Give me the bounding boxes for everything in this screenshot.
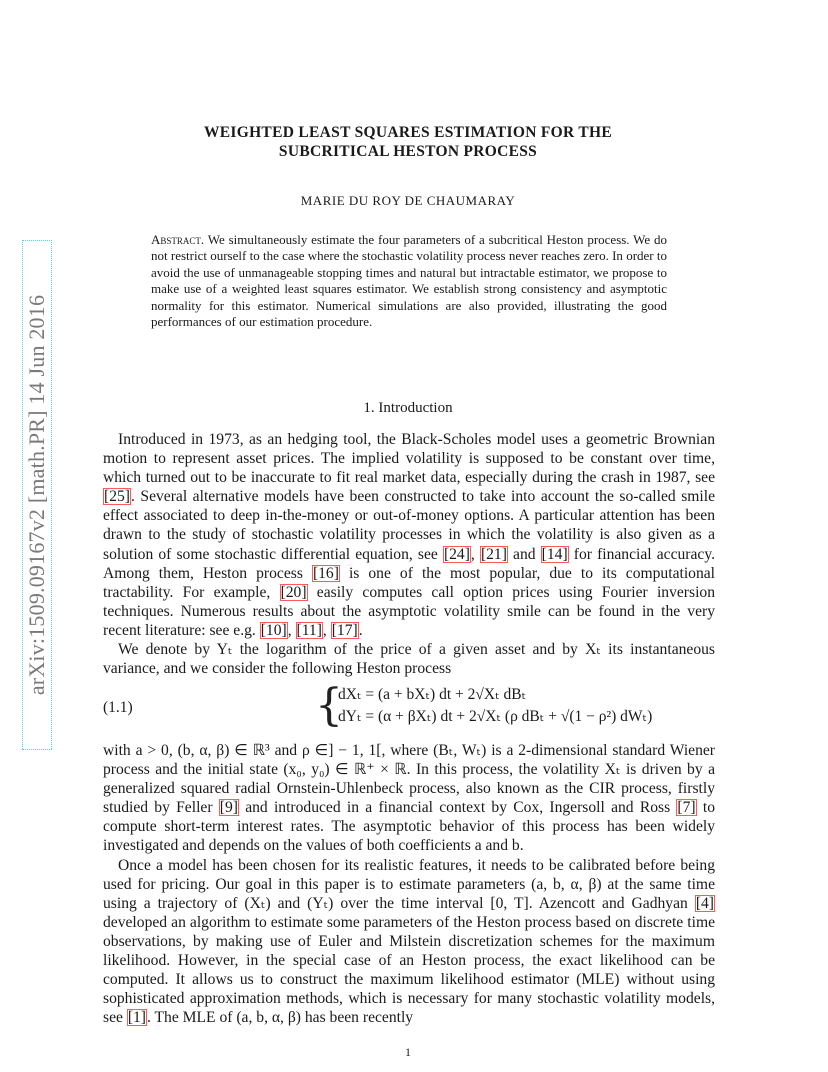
text-run: , [470,545,480,563]
text-run: for financial accuracy. Among them, Heston process [103,545,716,582]
abstract-text: We simultaneously estimate the four parameters of a subcritical Heston process. We do not restrict ourself to the case where the stochastic volatility process never reaches zero. In order to avoid the use of unmanageable stopping times and natural but intractable estimator, we propose to make use of a weighted least squares estimator. We establish strong consistency and asymptotic normality for this estimator. Numerical simulations are also provided, illustrating the good performances of our estimation procedure. [151,232,668,330]
text-run: easily computes call option prices using Fourier inversion techniques. Numerous results about the asymptotic volatility smile can be found in the very recent literature: see e.g. [103,583,715,639]
text-run: Once a model has been chosen for its realistic features, it needs to be calibrated before being used for pricing. Our goal in this paper is to estimate parameters (a, b, α, β) at the same time using a trajectory of (Xₜ) and (Yₜ) over the time interval [0, T]. Azencott and Gadhyan [103,856,715,912]
equation-1-1 [103,680,715,733]
citation-link[interactable]: [9] [219,799,238,817]
citation-link[interactable]: [14] [541,545,568,563]
title-line-1: WEIGHTED LEAST SQUARES ESTIMATION FOR THE [203,124,613,141]
citation-link[interactable]: [7] [677,799,696,817]
text-run: Introduced in 1973, as an hedging tool, the Black-Scholes model uses a geometric Brownian motion to represent asset prices. The implied volatility is supposed to be constant over time, which turned out to be inaccurate to fit real market data, especially during the crash in 1987, see [103,431,715,487]
text-run: to compute short-term interest rates. The asymptotic behavior of this process has been widely investigated and depends on the values of both coefficients a and b. [103,799,715,855]
citation-link[interactable]: [24] [443,545,470,563]
citation-link[interactable]: [4] [695,894,714,912]
abstract-label: Abstract. [151,232,205,247]
title-line-2: SUBCRITICAL HESTON PROCESS [278,143,538,160]
text-run: developed an algorithm to estimate some parameters of the Heston process based on discrete time observations, by making use of Euler and Milstein discretization schemes for the maximum likelihood. However, in the special case of an Heston process, the exact likelihood can be computed. It allows us to construct the maximum likelihood estimator (MLE) without using sophisticated approximation methods, which is necessary for many stochastic volatility models, see [103,913,715,1027]
paragraph-3 [103,741,715,856]
citation-link[interactable]: [25] [104,488,130,506]
citation-link[interactable]: [20] [280,583,307,601]
paragraph-1: Introduced in 1973, as an hedging tool, the Black-Scholes model uses a geometric Brownian motion to represent asset prices. The implied volatility is supposed to be constant over time, which turned out to be inaccurate to fit real market data, especially during the crash in 1987, see [25]. Several alternative models have been constructed to take into account the so-called smile effect associated to deep in-the-money or out-of-money options. A particular attention has been drawn to the study of stochastic volatility processes in which the volatility is also given as a solution of some stochastic differential equation, see [24], [21] and [14] for financial accuracy. Among them, Heston process [16] is one of the most popular, due to its computational tractability. For example, [20] easily computes call option prices using Fourier inversion techniques. Numerous results about the asymptotic volatility smile can be found in the very recent literature: see e.g. [10], [11], [17]. [103,431,716,639]
text-run: . Several alternative models have been constructed to take into account the so-called smile effect associated to deep in-the-money or out-of-money options. A particular attention has been drawn to the study of stochastic volatility processes in which the volatility is also given as a solution of some stochastic differential equation, see [103,488,715,563]
text-run: . The MLE of (a, b, α, β) has been recently [147,1009,414,1027]
paper-title [100,123,716,161]
section-heading [100,400,716,417]
equation-line-1: dXₜ = (a + bXₜ) dt + 2√Xₜ dBₜ [338,686,527,703]
arxiv-identifier[interactable]: arXiv:1509.09167v2 [math.PR] 14 Jun 2016 [22,240,52,750]
text-run: with a > 0, (b, α, β) ∈ ℝ³ and ρ ∈] − 1, 1[, where (Bₜ, Wₜ) is a 2-dimensional standard Wiener process and the initial state (x₀, y₀) ∈ ℝ⁺ × ℝ. In this process, the volatility Xₜ is driven by a generalized squared radial Ornstein-Uhlenbeck process, also known as the CIR process, firstly studied by Feller [103,742,715,817]
text-run: is one of the most popular, due to its computational tractability. For example, [103,564,715,601]
section-title: 1. Introduction [363,400,453,416]
equation-label: (1.1) [103,699,133,716]
citation-link[interactable]: [16] [312,564,339,582]
arxiv-stamp [22,240,52,750]
intro-body-bottom [103,741,715,1027]
left-brace-symbol: { [315,680,343,731]
paragraph-4 [103,856,715,1028]
text-run: and [507,545,541,563]
citation-link[interactable]: [21] [480,545,507,563]
abstract [151,232,667,330]
citation-link[interactable]: [17] [331,621,358,639]
equation-line-2: dYₜ = (α + βXₜ) dt + 2√Xₜ (ρ dBₜ + √(1 − ρ²) dWₜ) [338,708,653,725]
page-number: 1 [405,1045,411,1059]
citation-link[interactable]: [11] [296,621,322,639]
intro-body-top [103,430,715,678]
citation-link[interactable]: [10] [260,621,287,639]
citation-link[interactable]: [1] [127,1009,146,1027]
text-run: and introduced in a financial context by Cox, Ingersoll and Ross [238,799,677,817]
author-name: MARIE DU ROY DE CHAUMARAY [300,193,516,208]
text-run: . [358,621,363,639]
paragraph-2: We denote by Yₜ the logarithm of the price of a given asset and by Xₜ its instantaneous variance, and we consider the following Heston process [103,641,715,678]
